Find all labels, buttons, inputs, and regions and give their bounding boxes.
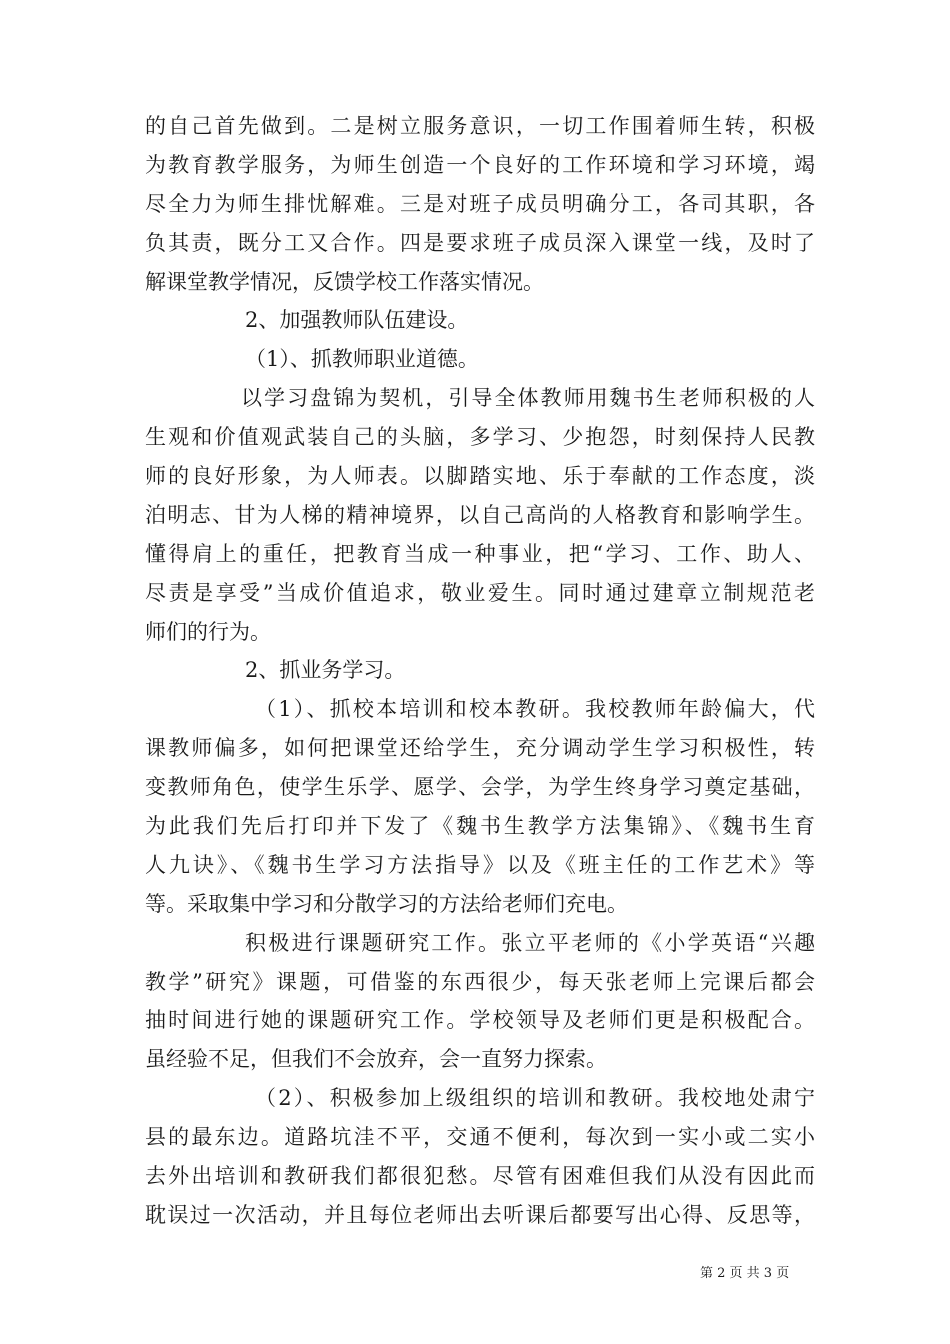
text-line: 县的最东边。道路坑洼不平，交通不便利，每次到一实小或二实小	[145, 1125, 818, 1150]
text-line: 的自己首先做到。二是树立服务意识，一切工作围着师生转，积极	[145, 114, 818, 138]
text-line: 等。采取集中学习和分散学习的方法给老师们充电。	[145, 891, 628, 916]
text-line: 人九诀》、《魏书生学习方法指导》以及《班主任的工作艺术》等	[145, 852, 818, 877]
text-line: 变教师角色，使学生乐学、愿学、会学，为学生终身学习奠定基础，	[145, 775, 817, 800]
text-line: （1）、抓校本培训和校本教研。我校教师年龄偏大，代	[255, 697, 818, 722]
text-line: 2、抓业务学习。	[245, 658, 406, 683]
text-line: 生观和价值观武装自己的头脑，多学习、少抱怨，时刻保持人民教	[145, 425, 818, 450]
text-line: 2、加强教师队伍建设。	[245, 308, 469, 333]
text-line: 抽时间进行她的课题研究工作。学校领导及老师们更是积极配合。	[145, 1008, 818, 1033]
text-line: 解课堂教学情况，反馈学校工作落实情况。	[145, 269, 544, 294]
text-line: 懂得肩上的重任，把教育当成一种事业，把“学习、工作、助人、	[145, 541, 818, 566]
text-line: 教学”研究》课题，可借鉴的东西很少，每天张老师上完课后都会	[145, 969, 818, 994]
text-line: 尽全力为师生排忧解难。三是对班子成员明确分工，各司其职，各	[145, 191, 818, 216]
text-line: 师们的行为。	[145, 619, 271, 644]
text-line: 师的良好形象，为人师表。以脚踏实地、乐于奉献的工作态度，淡	[145, 464, 818, 489]
text-line: 负其责，既分工又合作。四是要求班子成员深入课堂一线，及时了	[145, 230, 818, 255]
text-line: 泊明志、甘为人梯的精神境界，以自己高尚的人格教育和影响学生。	[145, 502, 817, 527]
text-line: 虽经验不足，但我们不会放弃，会一直努力探索。	[145, 1047, 607, 1072]
text-line: 为教育教学服务，为师生创造一个良好的工作环境和学习环境，竭	[145, 152, 818, 177]
text-line: 耽误过一次活动，并且每位老师出去听课后都要写出心得、反思等，	[145, 1202, 817, 1227]
text-line: 以学习盘锦为契机，引导全体教师用魏书生老师积极的人	[241, 386, 818, 411]
body-text	[145, 107, 818, 1235]
text-line: （2）、积极参加上级组织的培训和教研。我校地处肃宁	[255, 1086, 818, 1111]
text-line: 课教师偏多，如何把课堂还给学生，充分调动学生学习积极性，转	[145, 736, 818, 761]
text-line: 去外出培训和教研我们都很犯愁。尽管有困难但我们从没有因此而	[145, 1164, 818, 1189]
page-footer: 第 2 页 共 3 页	[700, 1266, 790, 1281]
text-line: （1）、抓教师职业道德。	[245, 347, 479, 372]
text-line: 为此我们先后打印并下发了《魏书生教学方法集锦》、《魏书生育	[145, 814, 818, 839]
text-line: 尽责是享受”当成价值追求，敬业爱生。同时通过建章立制规范老	[145, 580, 818, 605]
text-line: 积极进行课题研究工作。张立平老师的《小学英语“兴趣	[245, 930, 818, 955]
